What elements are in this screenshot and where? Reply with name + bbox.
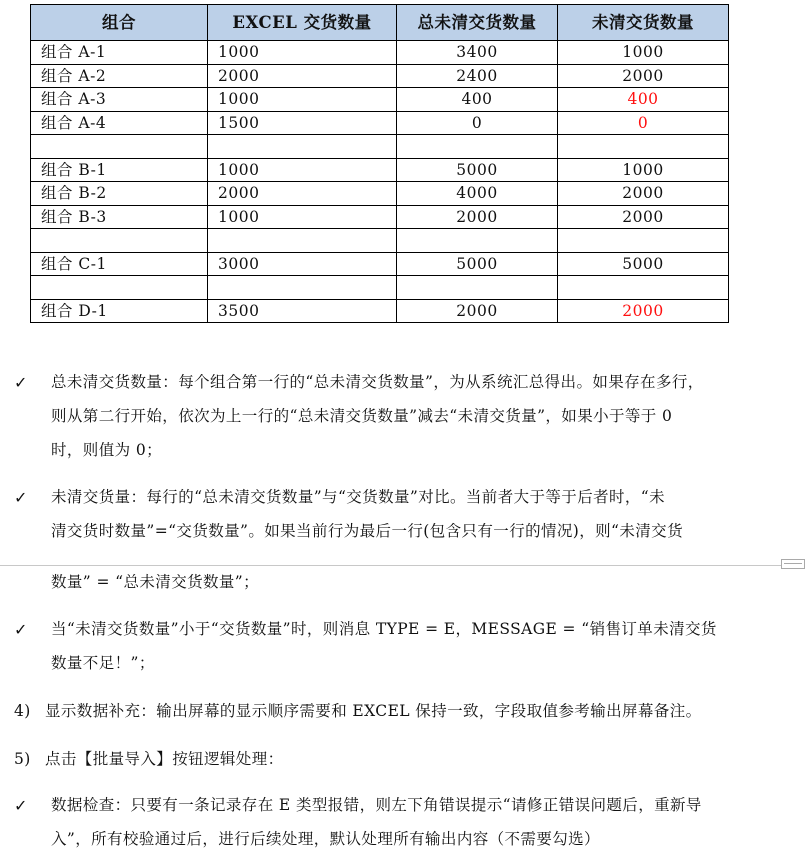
cell-excel-qty: 1000 xyxy=(208,205,397,229)
table-row xyxy=(31,158,729,182)
cell-total-open-qty xyxy=(397,135,558,159)
bullet-line: 当“未清交货数量”小于“交货数量”时，则消息 TYPE = E，MESSAGE = “销售订单未清交货 xyxy=(51,620,717,638)
cell-total-open-qty xyxy=(397,229,558,253)
cell-open-qty: 0 xyxy=(558,111,729,135)
cell-excel-qty xyxy=(208,276,397,300)
check-mark-icon: ✓ xyxy=(14,488,28,507)
table-row xyxy=(31,88,729,112)
data-table xyxy=(30,4,729,323)
bullet-message xyxy=(51,612,795,680)
cell-total-open-qty: 4000 xyxy=(397,182,558,206)
bullet-line: 清交货时数量”=“交货数量”。如果当前行为最后一行(包含只有一行的情况)，则“未清交货 xyxy=(51,522,683,540)
table-row xyxy=(31,64,729,88)
header-excel-qty: EXCEL 交货数量 xyxy=(208,5,397,41)
bullet-line: 总未清交货数量：每个组合第一行的“总未清交货数量”，为从系统汇总得出。如果存在多行， xyxy=(51,373,704,391)
cell-group: 组合 A-3 xyxy=(31,88,208,112)
item-number: 5) xyxy=(14,750,31,768)
cell-group: 组合 A-4 xyxy=(31,111,208,135)
bullet-line: 则从第二行开始，依次为上一行的“总未清交货数量”减去“未清交货量”，如果小于等于 0 xyxy=(51,407,673,425)
cell-excel-qty: 2000 xyxy=(208,182,397,206)
cell-group: 组合 B-1 xyxy=(31,158,208,182)
cell-excel-qty: 1000 xyxy=(208,41,397,65)
cell-open-qty: 5000 xyxy=(558,252,729,276)
cell-total-open-qty xyxy=(397,276,558,300)
cell-total-open-qty: 2000 xyxy=(397,299,558,323)
bullet-open-qty xyxy=(51,480,795,548)
table-row xyxy=(31,111,729,135)
header-total-open-qty: 总未清交货数量 xyxy=(397,5,558,41)
cell-total-open-qty: 5000 xyxy=(397,158,558,182)
cell-group: 组合 A-1 xyxy=(31,41,208,65)
table-spacer-row xyxy=(31,135,729,159)
cell-open-qty: 400 xyxy=(558,88,729,112)
cell-total-open-qty: 2400 xyxy=(397,64,558,88)
cell-group xyxy=(31,229,208,253)
bullet-line: 未清交货量：每行的“总未清交货数量”与“交货数量”对比。当前者大于等于后者时，“未 xyxy=(51,488,666,506)
cell-open-qty: 1000 xyxy=(558,158,729,182)
cell-total-open-qty: 0 xyxy=(397,111,558,135)
cell-excel-qty: 1000 xyxy=(208,158,397,182)
cell-total-open-qty: 3400 xyxy=(397,41,558,65)
bullet-data-check xyxy=(51,788,795,856)
cell-open-qty: 2000 xyxy=(558,205,729,229)
table-spacer-row xyxy=(31,229,729,253)
cell-group: 组合 C-1 xyxy=(31,252,208,276)
bullet-line: 数量不足！”； xyxy=(51,654,155,672)
cell-open-qty: 2000 xyxy=(558,299,729,323)
cell-excel-qty: 1000 xyxy=(208,88,397,112)
cell-excel-qty: 3500 xyxy=(208,299,397,323)
cell-open-qty xyxy=(558,135,729,159)
table-row xyxy=(31,299,729,323)
cell-open-qty: 2000 xyxy=(558,64,729,88)
numbered-item-4 xyxy=(14,694,702,728)
cell-open-qty xyxy=(558,276,729,300)
bullet-line: 入”，所有校验通过后，进行后续处理，默认处理所有输出内容（不需要勾选） xyxy=(51,830,600,848)
cell-group: 组合 B-2 xyxy=(31,182,208,206)
header-group: 组合 xyxy=(31,5,208,41)
check-mark-icon: ✓ xyxy=(14,620,28,639)
cell-total-open-qty: 400 xyxy=(397,88,558,112)
table-row xyxy=(31,252,729,276)
cell-open-qty xyxy=(558,229,729,253)
cell-group: 组合 B-3 xyxy=(31,205,208,229)
check-mark-icon: ✓ xyxy=(14,373,28,392)
cell-excel-qty: 1500 xyxy=(208,111,397,135)
bullet-line: 数据检查：只要有一条记录存在 E 类型报错，则左下角错误提示“请修正错误问题后，重新导 xyxy=(51,796,702,814)
item-text: 点击【批量导入】按钮逻辑处理： xyxy=(45,750,284,768)
cell-group: 组合 A-2 xyxy=(31,64,208,88)
table-body xyxy=(31,41,729,323)
cell-open-qty: 2000 xyxy=(558,182,729,206)
cell-excel-qty: 3000 xyxy=(208,252,397,276)
item-text: 显示数据补充：输出屏幕的显示顺序需要和 EXCEL 保持一致，字段取值参考输出屏幕备注。 xyxy=(45,702,702,720)
cell-total-open-qty: 5000 xyxy=(397,252,558,276)
cell-group: 组合 D-1 xyxy=(31,299,208,323)
table-row xyxy=(31,205,729,229)
cell-excel-qty xyxy=(208,229,397,253)
check-mark-icon: ✓ xyxy=(14,796,28,815)
bullet-line: 时，则值为 0； xyxy=(51,441,162,459)
cell-excel-qty: 2000 xyxy=(208,64,397,88)
cell-excel-qty xyxy=(208,135,397,159)
cell-group xyxy=(31,276,208,300)
bullet-line: 数量” = “总未清交货数量”； xyxy=(51,573,260,591)
header-open-qty: 未清交货数量 xyxy=(558,5,729,41)
cell-total-open-qty: 2000 xyxy=(397,205,558,229)
cell-open-qty: 1000 xyxy=(558,41,729,65)
numbered-item-5 xyxy=(14,742,284,776)
bullet-open-qty-continued xyxy=(51,565,795,599)
bullet-total-open-qty xyxy=(51,365,795,467)
table-header-row xyxy=(31,5,729,41)
table-row xyxy=(31,41,729,65)
table-row xyxy=(31,182,729,206)
item-number: 4) xyxy=(14,702,31,720)
table-spacer-row xyxy=(31,276,729,300)
cell-group xyxy=(31,135,208,159)
